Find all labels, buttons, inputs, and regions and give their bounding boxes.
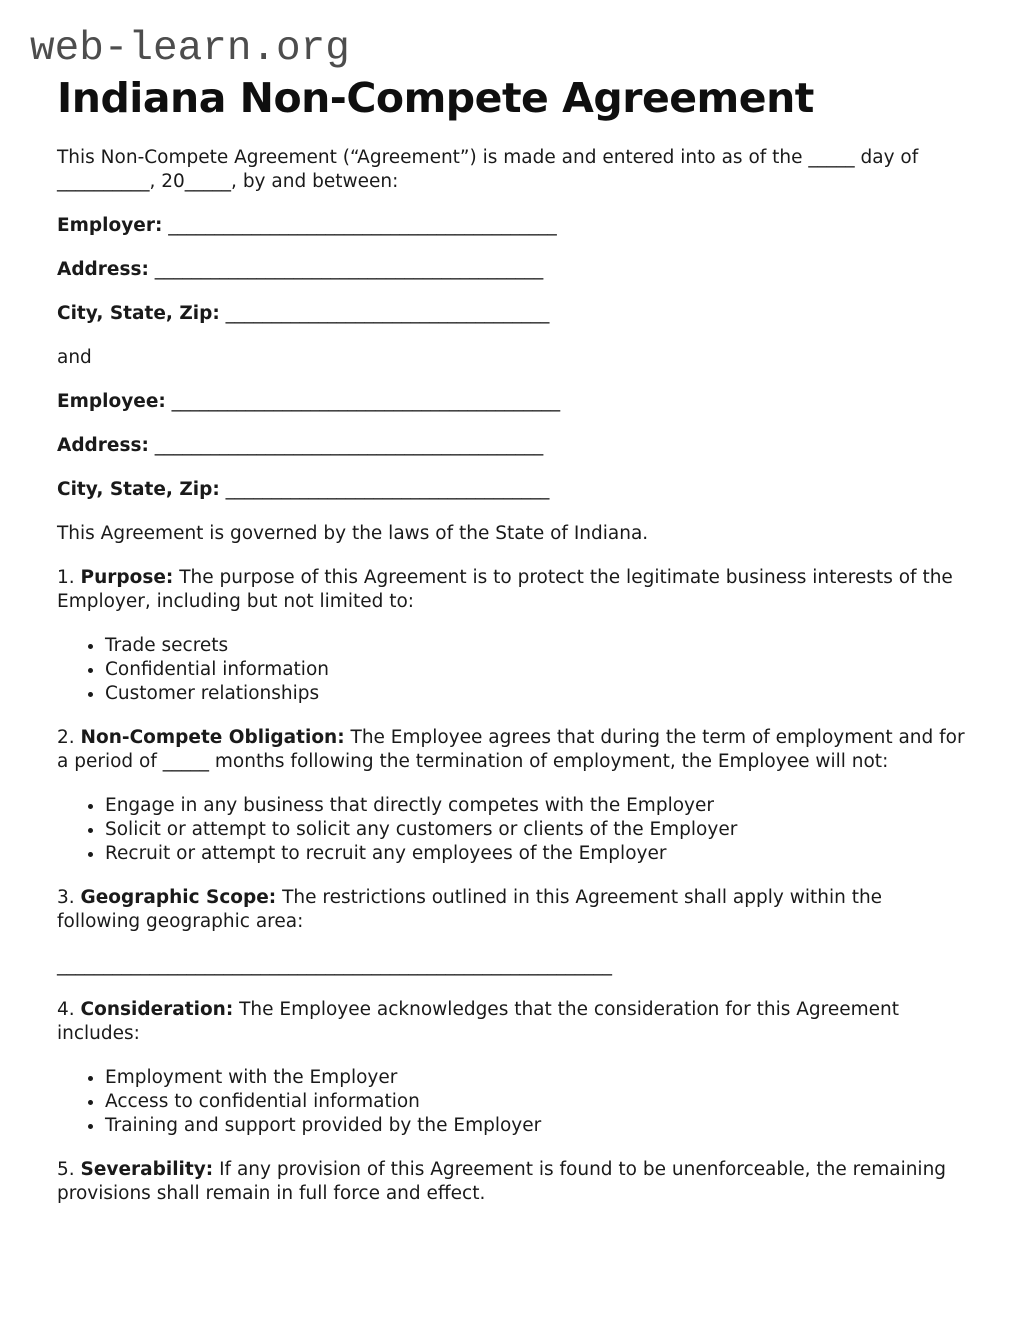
field-employer-city-label: City, State, Zip: (57, 303, 220, 325)
field-employee-address (57, 434, 967, 458)
section-number: 2. (57, 727, 75, 749)
field-employer-blank: __________________________________________ (168, 215, 557, 237)
section-heading: Non-Compete Obligation: (80, 727, 345, 749)
intro-paragraph: This Non-Compete Agreement (“Agreement”) is made and entered into as of the _____ day of __________, 20_____, by and between: (57, 147, 919, 193)
section-geographic-scope (57, 886, 967, 934)
list-item: • Solicit or attempt to solicit any customers or clients of the Employer (105, 818, 967, 842)
section-purpose (57, 566, 967, 614)
field-employee-city-blank: ___________________________________ (225, 479, 550, 501)
document-title: Indiana Non-Compete Agreement (57, 74, 814, 123)
field-employer-label: Employer: (57, 215, 163, 237)
field-employee-city-label: City, State, Zip: (57, 479, 220, 501)
section-heading: Purpose: (80, 567, 174, 589)
section-text: The Employee agrees that during the term of employment and for a period of _____ months following the termination of employment, the Employee will not: (57, 727, 965, 773)
field-employee-blank: __________________________________________ (171, 391, 561, 413)
section-non-compete-obligation (57, 726, 967, 774)
list-item: • Confidential information (105, 658, 967, 682)
obligation-bullet-list (57, 794, 967, 866)
section-number: 4. (57, 999, 75, 1021)
list-item: • Training and support provided by the Employer (105, 1114, 967, 1138)
field-employee-city-state-zip (57, 478, 967, 502)
section-text: If any provision of this Agreement is found to be unenforceable, the remaining provisions shall remain in full force and effect. (57, 1159, 947, 1205)
field-employer-address-label: Address: (57, 259, 149, 281)
section-text: The Employee acknowledges that the consideration for this Agreement includes: (57, 999, 899, 1045)
field-employer-city-state-zip (57, 302, 967, 326)
list-item: • Access to confidential information (105, 1090, 967, 1114)
purpose-bullet-list (57, 634, 967, 706)
field-employer (57, 214, 967, 238)
parties-connector: and (57, 347, 92, 369)
section-text: The purpose of this Agreement is to protect the legitimate business interests of the Employer, including but not limited to: (57, 567, 953, 613)
field-employee-address-label: Address: (57, 435, 149, 457)
section-heading: Severability: (80, 1159, 214, 1181)
section-heading: Geographic Scope: (80, 887, 277, 909)
list-item: • Trade secrets (105, 634, 967, 658)
field-employer-address (57, 258, 967, 282)
governing-law: This Agreement is governed by the laws of the State of Indiana. (57, 523, 649, 545)
section-consideration (57, 998, 967, 1046)
field-employer-city-blank: ___________________________________ (225, 303, 550, 325)
list-item: • Recruit or attempt to recruit any employees of the Employer (105, 842, 967, 866)
list-item: • Customer relationships (105, 682, 967, 706)
section-number: 5. (57, 1159, 75, 1181)
field-employee (57, 390, 967, 414)
field-employee-address-blank: __________________________________________ (154, 435, 544, 457)
list-item: • Employment with the Employer (105, 1066, 967, 1090)
section-number: 3. (57, 887, 75, 909)
field-employee-label: Employee: (57, 391, 166, 413)
list-item: • Engage in any business that directly competes with the Employer (105, 794, 967, 818)
section-heading: Consideration: (80, 999, 234, 1021)
site-logo: web-learn.org (30, 26, 350, 72)
consideration-bullet-list (57, 1066, 967, 1138)
field-employer-address-blank: __________________________________________ (154, 259, 544, 281)
section-number: 1. (57, 567, 75, 589)
section-severability (57, 1158, 967, 1206)
section-text: The restrictions outlined in this Agreement shall apply within the following geographic area: (57, 887, 883, 933)
geographic-area-blank: ____________________________________________________________ (57, 955, 612, 977)
